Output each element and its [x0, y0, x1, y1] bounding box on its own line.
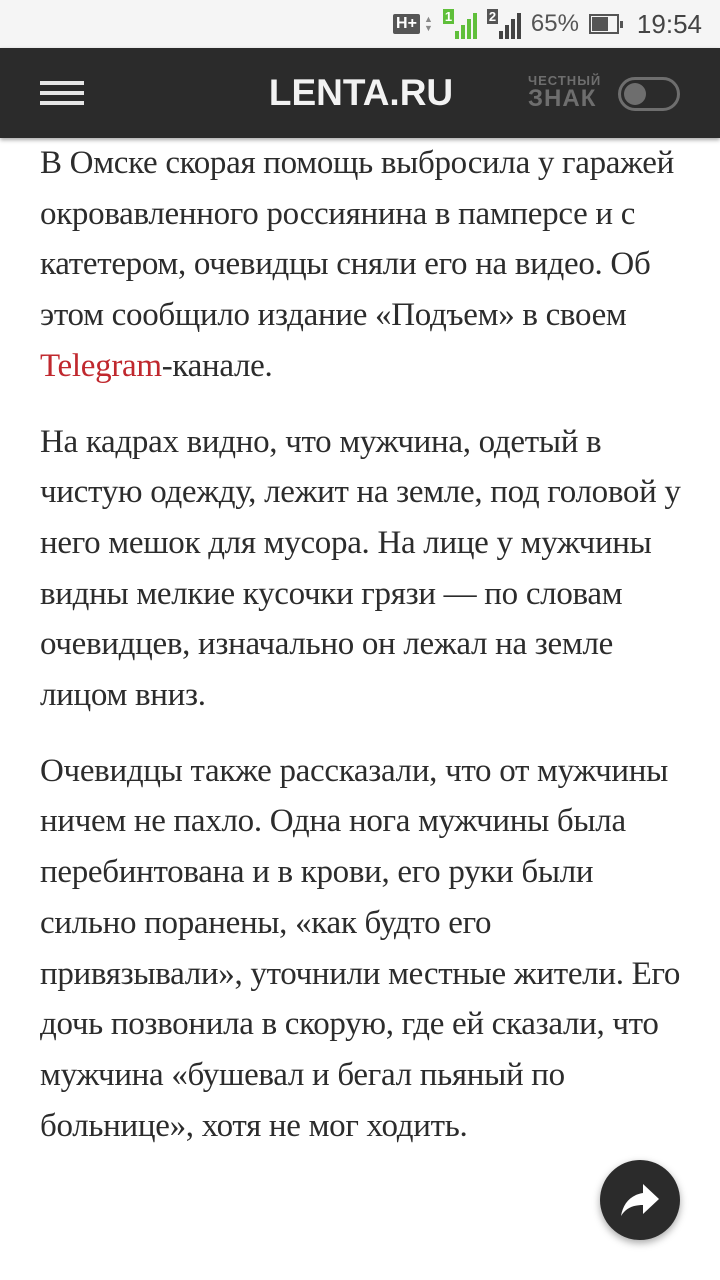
share-button[interactable] — [600, 1160, 680, 1240]
article-body — [40, 138, 690, 1176]
sim2-signal-icon: 2 — [487, 9, 521, 39]
network-type: H+ — [393, 14, 420, 34]
clock: 19:54 — [636, 8, 702, 39]
badge-bottom-text: ЗНАК — [528, 85, 597, 112]
sim1-signal-icon: 1 — [443, 9, 477, 39]
chestny-znak-badge — [528, 74, 601, 111]
chestny-znak-toggle[interactable] — [618, 77, 680, 111]
article-paragraph-1 — [40, 138, 690, 392]
paragraph-text: В Омске скорая помощь выбросила у гаражей окровавленного россиянина в памперсе и с катетером, очевидцы сняли его на видео. Об этом сообщило издание «Подъем» в своем — [40, 145, 674, 334]
telegram-link[interactable]: Telegram — [40, 347, 162, 384]
badge-top-text: ЧЕСТНЫЙ — [528, 73, 602, 88]
status-icons — [393, 0, 702, 48]
article-paragraph-3: Очевидцы также рассказали, что от мужчины ничем не пахло. Одна нога мужчины была перебинтована и в крови, его руки были сильно поранены, «как будто его привязывали», уточнили местные жители. Его дочь позвонила в скорую, где ей сказали, что мужчина «бушевал и бегал пьяный по больнице», хотя не мог ходить. — [40, 752, 681, 1144]
article-paragraph-2: На кадрах видно, что мужчина, одетый в чистую одежду, лежит на земле, под головой у него мешок для мусора. На лице у мужчины видны мелкие кусочки грязи — по словам очевидцев, изначально он лежал на земле лицом вниз. — [40, 423, 681, 714]
paragraph-text: -канале. — [161, 347, 273, 384]
battery-icon — [589, 14, 619, 34]
toggle-knob — [624, 83, 646, 105]
app-header — [0, 48, 720, 138]
data-activity-icon: ▲ ▼ — [423, 14, 433, 33]
hamburger-menu-icon[interactable] — [40, 81, 84, 105]
share-arrow-icon — [619, 1182, 661, 1218]
status-bar — [0, 0, 720, 48]
battery-percent: 65% — [530, 10, 579, 37]
site-logo[interactable]: LENTA.RU — [268, 72, 454, 113]
